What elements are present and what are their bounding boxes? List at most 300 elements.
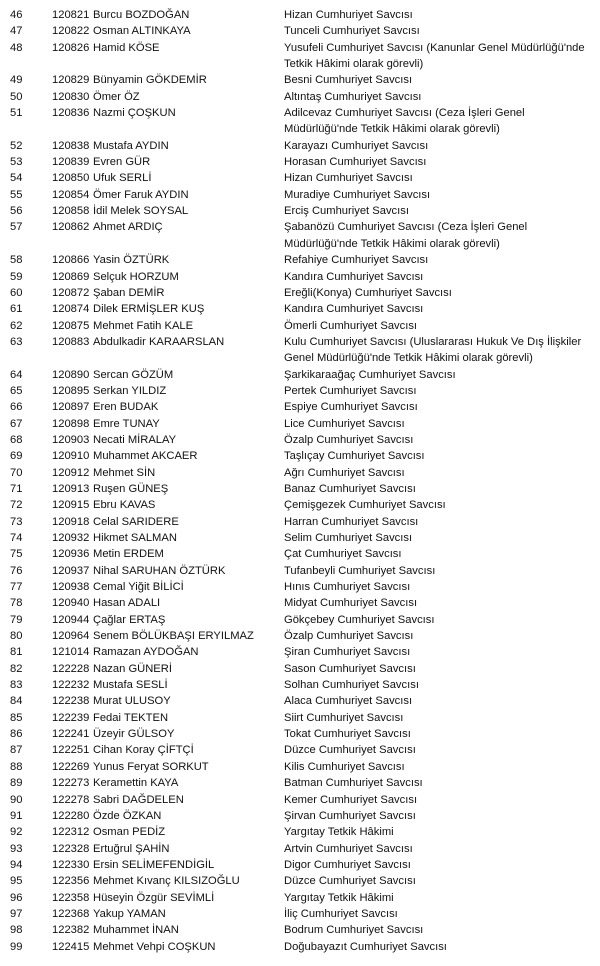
registry-number: 120964 bbox=[52, 630, 90, 643]
row-number: 94 bbox=[10, 858, 23, 871]
person-name: Mehmet SİN bbox=[93, 466, 156, 479]
position-title bbox=[284, 301, 596, 317]
list-item bbox=[0, 890, 600, 906]
position-line: Solhan Cumhuriyet Savcısı bbox=[284, 679, 419, 692]
position-line: Şirvan Cumhuriyet Savcısı bbox=[284, 809, 416, 822]
list-item bbox=[0, 579, 600, 595]
row-number: 65 bbox=[10, 384, 23, 397]
list-item bbox=[0, 628, 600, 644]
position-line: Selim Cumhuriyet Savcısı bbox=[284, 532, 413, 544]
registry-number: 120890 bbox=[52, 368, 90, 381]
registry-number: 120858 bbox=[52, 205, 90, 218]
position-line: Hizan Cumhuriyet Savcısı bbox=[284, 172, 413, 185]
registry-number: 120829 bbox=[52, 74, 90, 87]
row-number: 57 bbox=[10, 221, 23, 234]
registry-number: 122312 bbox=[52, 826, 90, 839]
person-name: Hamid KÖSE bbox=[93, 41, 160, 54]
row-number: 88 bbox=[10, 760, 23, 773]
position-line: Tufanbeyli Cumhuriyet Savcısı bbox=[284, 564, 436, 577]
list-item bbox=[0, 808, 600, 824]
registry-number: 120836 bbox=[52, 107, 90, 120]
person-name: Üzeyir GÜLSOY bbox=[93, 728, 175, 741]
position-line: Kandıra Cumhuriyet Savcısı bbox=[284, 303, 424, 316]
row-number: 93 bbox=[10, 842, 23, 855]
person-name: Osman ALTINKAYA bbox=[93, 25, 191, 38]
position-title bbox=[284, 890, 596, 906]
person-name: Sabri DAĞDELEN bbox=[93, 793, 184, 806]
position-line: Horasan Cumhuriyet Savcısı bbox=[284, 156, 427, 169]
registry-number: 120875 bbox=[52, 319, 90, 332]
list-item bbox=[0, 922, 600, 938]
registry-number: 120869 bbox=[52, 270, 90, 283]
row-number: 91 bbox=[10, 809, 23, 822]
position-title bbox=[284, 318, 596, 334]
position-line: Lice Cumhuriyet Savcısı bbox=[284, 417, 405, 430]
registry-number: 120826 bbox=[52, 41, 90, 54]
person-name: Ahmet ARDIÇ bbox=[93, 221, 163, 234]
registry-number: 120839 bbox=[52, 156, 90, 169]
registry-number: 120918 bbox=[52, 515, 90, 528]
list-item bbox=[0, 775, 600, 791]
registry-number: 120872 bbox=[52, 286, 90, 299]
row-number: 82 bbox=[10, 662, 23, 675]
list-item bbox=[0, 546, 600, 562]
person-name: Hüseyin Özgür SEVİMLİ bbox=[93, 891, 215, 904]
list-item bbox=[0, 187, 600, 203]
position-line: Yusufeli Cumhuriyet Savcısı (Kanunlar Genel Müdürlüğü'nde bbox=[284, 41, 585, 54]
position-line: Besni Cumhuriyet Savcısı bbox=[284, 74, 413, 87]
position-title bbox=[284, 497, 596, 513]
registry-number: 120903 bbox=[52, 433, 90, 446]
position-line: Yargıtay Tetkik Hâkimi bbox=[284, 891, 394, 904]
row-number: 80 bbox=[10, 630, 23, 643]
position-line: Artvin Cumhuriyet Savcısı bbox=[284, 842, 413, 855]
list-item bbox=[0, 710, 600, 726]
row-number: 66 bbox=[10, 401, 23, 414]
position-line: Tunceli Cumhuriyet Savcısı bbox=[284, 25, 420, 38]
list-item bbox=[0, 530, 600, 546]
person-name: Abdulkadir KARAARSLAN bbox=[93, 335, 225, 348]
person-name: Mehmet Kıvanç KILSIZOĞLU bbox=[93, 875, 240, 888]
person-name: Murat ULUSOY bbox=[93, 695, 171, 708]
registry-number: 120897 bbox=[52, 401, 90, 414]
registry-number: 122382 bbox=[52, 924, 90, 937]
position-title bbox=[284, 465, 596, 481]
position-line: Genel Müdürlüğü'nde Tetkik Hâkimi olarak görevli) bbox=[284, 352, 533, 365]
list-item bbox=[0, 693, 600, 709]
position-title bbox=[284, 792, 596, 808]
person-name: Ebru KAVAS bbox=[93, 499, 156, 512]
person-name: Senem BÖLÜKBAŞI ERYILMAZ bbox=[93, 630, 254, 643]
position-line: Kilis Cumhuriyet Savcısı bbox=[284, 760, 405, 773]
row-number: 53 bbox=[10, 156, 23, 169]
position-line: Ömerli Cumhuriyet Savcısı bbox=[284, 319, 418, 332]
row-number: 60 bbox=[10, 286, 23, 299]
list-item bbox=[0, 939, 600, 955]
position-title bbox=[284, 367, 596, 383]
person-name: Dilek ERMİŞLER KUŞ bbox=[93, 303, 205, 316]
row-number: 97 bbox=[10, 907, 23, 920]
person-name: Ersin SELİMEFENDİGİL bbox=[93, 858, 215, 871]
row-number: 81 bbox=[10, 646, 23, 659]
person-name: Mustafa AYDIN bbox=[93, 139, 169, 152]
registry-number: 120937 bbox=[52, 564, 90, 577]
registry-number: 122278 bbox=[52, 793, 90, 806]
person-name: Mehmet Fatih KALE bbox=[93, 319, 194, 332]
position-title bbox=[284, 89, 596, 105]
position-title bbox=[284, 203, 596, 219]
registry-number: 120883 bbox=[52, 335, 90, 348]
position-line: Espiye Cumhuriyet Savcısı bbox=[284, 401, 418, 414]
row-number: 46 bbox=[10, 9, 23, 21]
registry-number: 120874 bbox=[52, 303, 90, 316]
list-item bbox=[0, 334, 600, 367]
position-title bbox=[284, 105, 596, 138]
registry-number: 122415 bbox=[52, 940, 90, 953]
position-line: Siirt Cumhuriyet Savcısı bbox=[284, 711, 404, 724]
person-name: Burcu BOZDOĞAN bbox=[93, 9, 190, 21]
list-item bbox=[0, 563, 600, 579]
position-line: Şarkikaraağaç Cumhuriyet Savcısı bbox=[284, 368, 456, 381]
position-title bbox=[284, 661, 596, 677]
position-title bbox=[284, 416, 596, 432]
row-number: 68 bbox=[10, 433, 23, 446]
row-number: 48 bbox=[10, 41, 23, 54]
list-item bbox=[0, 906, 600, 922]
position-line: Tetkik Hâkimi olarak görevli) bbox=[284, 58, 424, 71]
list-item bbox=[0, 367, 600, 383]
person-name: Serkan YILDIZ bbox=[93, 384, 167, 397]
position-line: Taşlıçay Cumhuriyet Savcısı bbox=[284, 450, 425, 463]
registry-number: 120854 bbox=[52, 188, 90, 201]
list-item bbox=[0, 742, 600, 758]
list-item bbox=[0, 23, 600, 39]
row-number: 61 bbox=[10, 303, 23, 316]
position-line: Şiran Cumhuriyet Savcısı bbox=[284, 646, 411, 659]
position-title bbox=[284, 40, 596, 73]
position-line: Banaz Cumhuriyet Savcısı bbox=[284, 482, 416, 495]
row-number: 55 bbox=[10, 188, 23, 201]
list-item bbox=[0, 497, 600, 513]
position-title bbox=[284, 612, 596, 628]
list-item bbox=[0, 105, 600, 138]
person-name: Ruşen GÜNEŞ bbox=[93, 482, 169, 495]
list-item bbox=[0, 644, 600, 660]
person-name: Mehmet Vehpi COŞKUN bbox=[93, 940, 216, 953]
position-title bbox=[284, 563, 596, 579]
row-number: 92 bbox=[10, 826, 23, 839]
list-item bbox=[0, 7, 600, 23]
list-item bbox=[0, 759, 600, 775]
registry-number: 120898 bbox=[52, 417, 90, 430]
position-title bbox=[284, 873, 596, 889]
position-line: Harran Cumhuriyet Savcısı bbox=[284, 515, 419, 528]
position-title bbox=[284, 448, 596, 464]
position-title bbox=[284, 726, 596, 742]
row-number: 52 bbox=[10, 139, 23, 152]
registry-number: 120940 bbox=[52, 597, 90, 610]
registry-number: 120850 bbox=[52, 172, 90, 185]
list-item bbox=[0, 432, 600, 448]
person-name: Yunus Feryat SORKUT bbox=[93, 760, 209, 773]
position-title bbox=[284, 269, 596, 285]
position-title bbox=[284, 742, 596, 758]
person-name: Nazan GÜNERİ bbox=[93, 662, 172, 675]
list-item bbox=[0, 170, 600, 186]
position-line: Ağrı Cumhuriyet Savcısı bbox=[284, 466, 405, 479]
registry-number: 120910 bbox=[52, 450, 90, 463]
person-name: Ömer Faruk AYDIN bbox=[93, 188, 189, 201]
person-name: Celal SARIDERE bbox=[93, 515, 179, 528]
registry-number: 122330 bbox=[52, 858, 90, 871]
registry-number: 122273 bbox=[52, 777, 90, 790]
person-name: Hasan ADALI bbox=[93, 597, 161, 610]
row-number: 62 bbox=[10, 319, 23, 332]
person-name: Özde ÖZKAN bbox=[93, 809, 162, 822]
list-item bbox=[0, 219, 600, 252]
person-name: Ömer ÖZ bbox=[93, 90, 140, 103]
position-line: Ereğli(Konya) Cumhuriyet Savcısı bbox=[284, 286, 452, 299]
appointment-list bbox=[0, 7, 600, 955]
list-item bbox=[0, 792, 600, 808]
position-title bbox=[284, 530, 596, 546]
position-title bbox=[284, 383, 596, 399]
list-item bbox=[0, 448, 600, 464]
position-line: Çat Cumhuriyet Savcısı bbox=[284, 548, 402, 561]
list-item bbox=[0, 841, 600, 857]
position-line: Şabanözü Cumhuriyet Savcısı (Ceza İşleri Genel bbox=[284, 221, 528, 234]
position-line: Digor Cumhuriyet Savcısı bbox=[284, 858, 411, 871]
row-number: 83 bbox=[10, 679, 23, 692]
row-number: 98 bbox=[10, 924, 23, 937]
person-name: Fedai TEKTEN bbox=[93, 711, 169, 724]
row-number: 99 bbox=[10, 940, 23, 953]
list-item bbox=[0, 481, 600, 497]
position-title bbox=[284, 579, 596, 595]
list-item bbox=[0, 383, 600, 399]
registry-number: 121014 bbox=[52, 646, 90, 659]
person-name: Yasin ÖZTÜRK bbox=[93, 254, 170, 267]
person-name: Cemal Yiğit BİLİCİ bbox=[93, 581, 184, 594]
position-title bbox=[284, 857, 596, 873]
row-number: 79 bbox=[10, 613, 23, 626]
position-title bbox=[284, 285, 596, 301]
row-number: 64 bbox=[10, 368, 23, 381]
person-name: İdil Melek SOYSAL bbox=[93, 205, 189, 218]
position-line: Müdürlüğü'nde Tetkik Hâkimi olarak görevli) bbox=[284, 237, 500, 250]
person-name: Çağlar ERTAŞ bbox=[93, 613, 166, 626]
position-title bbox=[284, 775, 596, 791]
registry-number: 120938 bbox=[52, 581, 90, 594]
registry-number: 120866 bbox=[52, 254, 90, 267]
registry-number: 120944 bbox=[52, 613, 90, 626]
list-item bbox=[0, 857, 600, 873]
position-title bbox=[284, 906, 596, 922]
person-name: Nihal SARUHAN ÖZTÜRK bbox=[93, 564, 226, 577]
person-name: Nazmi ÇOŞKUN bbox=[93, 107, 176, 120]
list-item bbox=[0, 203, 600, 219]
registry-number: 122232 bbox=[52, 679, 90, 692]
position-title bbox=[284, 7, 596, 23]
position-line: Bodrum Cumhuriyet Savcısı bbox=[284, 924, 424, 937]
position-title bbox=[284, 399, 596, 415]
row-number: 78 bbox=[10, 597, 23, 610]
registry-number: 120936 bbox=[52, 548, 90, 561]
position-title bbox=[284, 595, 596, 611]
registry-number: 122239 bbox=[52, 711, 90, 724]
position-line: Özalp Cumhuriyet Savcısı bbox=[284, 433, 414, 446]
position-line: Çemişgezek Cumhuriyet Savcısı bbox=[284, 499, 446, 512]
registry-number: 122251 bbox=[52, 744, 90, 757]
position-title bbox=[284, 514, 596, 530]
position-title bbox=[284, 677, 596, 693]
position-line: Alaca Cumhuriyet Savcısı bbox=[284, 695, 413, 708]
position-title bbox=[284, 187, 596, 203]
position-title bbox=[284, 841, 596, 857]
person-name: Osman PEDİZ bbox=[93, 826, 166, 839]
row-number: 77 bbox=[10, 581, 23, 594]
position-title bbox=[284, 824, 596, 840]
registry-number: 120912 bbox=[52, 466, 90, 479]
position-title bbox=[284, 693, 596, 709]
position-title bbox=[284, 922, 596, 938]
registry-number: 120821 bbox=[52, 9, 90, 21]
position-line: Tokat Cumhuriyet Savcısı bbox=[284, 728, 411, 741]
row-number: 67 bbox=[10, 417, 23, 430]
position-title bbox=[284, 939, 596, 955]
registry-number: 122358 bbox=[52, 891, 90, 904]
list-item bbox=[0, 138, 600, 154]
position-line: Hınıs Cumhuriyet Savcısı bbox=[284, 581, 411, 594]
position-title bbox=[284, 23, 596, 39]
row-number: 71 bbox=[10, 482, 23, 495]
person-name: Muhammet AKCAER bbox=[93, 450, 198, 463]
position-line: Düzce Cumhuriyet Savcısı bbox=[284, 875, 416, 888]
list-item bbox=[0, 514, 600, 530]
registry-number: 120862 bbox=[52, 221, 90, 234]
person-name: Ufuk SERLİ bbox=[93, 172, 152, 185]
position-title bbox=[284, 759, 596, 775]
position-title bbox=[284, 808, 596, 824]
registry-number: 122241 bbox=[52, 728, 90, 741]
position-line: Sason Cumhuriyet Savcısı bbox=[284, 662, 416, 675]
row-number: 84 bbox=[10, 695, 23, 708]
row-number: 87 bbox=[10, 744, 23, 757]
registry-number: 122356 bbox=[52, 875, 90, 888]
row-number: 50 bbox=[10, 90, 23, 103]
position-title bbox=[284, 170, 596, 186]
position-title bbox=[284, 219, 596, 252]
person-name: Bünyamin GÖKDEMİR bbox=[93, 74, 207, 87]
registry-number: 120822 bbox=[52, 25, 90, 38]
row-number: 96 bbox=[10, 891, 23, 904]
person-name: Emre TUNAY bbox=[93, 417, 160, 430]
registry-number: 120913 bbox=[52, 482, 90, 495]
row-number: 75 bbox=[10, 548, 23, 561]
list-item bbox=[0, 726, 600, 742]
row-number: 58 bbox=[10, 254, 23, 267]
position-line: Müdürlüğü'nde Tetkik Hâkimi olarak görevli) bbox=[284, 123, 500, 136]
person-name: Hikmet SALMAN bbox=[93, 532, 177, 544]
list-item bbox=[0, 873, 600, 889]
person-name: Yakup YAMAN bbox=[93, 907, 166, 920]
list-item bbox=[0, 252, 600, 268]
person-name: Keramettin KAYA bbox=[93, 777, 179, 790]
row-number: 56 bbox=[10, 205, 23, 218]
position-title bbox=[284, 252, 596, 268]
row-number: 73 bbox=[10, 515, 23, 528]
list-item bbox=[0, 301, 600, 317]
list-item bbox=[0, 72, 600, 88]
position-title bbox=[284, 710, 596, 726]
position-line: Düzce Cumhuriyet Savcısı bbox=[284, 744, 416, 757]
person-name: Ramazan AYDOĞAN bbox=[93, 646, 199, 659]
registry-number: 122280 bbox=[52, 809, 90, 822]
row-number: 95 bbox=[10, 875, 23, 888]
row-number: 76 bbox=[10, 564, 23, 577]
registry-number: 122228 bbox=[52, 662, 90, 675]
person-name: Cihan Koray ÇİFTÇİ bbox=[93, 744, 194, 757]
position-line: Adilcevaz Cumhuriyet Savcısı (Ceza İşleri Genel bbox=[284, 107, 525, 120]
registry-number: 122368 bbox=[52, 907, 90, 920]
position-line: Doğubayazıt Cumhuriyet Savcısı bbox=[284, 940, 447, 953]
position-line: Altıntaş Cumhuriyet Savcısı bbox=[284, 90, 422, 103]
registry-number: 122269 bbox=[52, 760, 90, 773]
position-line: Refahiye Cumhuriyet Savcısı bbox=[284, 254, 429, 267]
person-name: Ertuğrul ŞAHİN bbox=[93, 842, 170, 855]
row-number: 89 bbox=[10, 777, 23, 790]
position-line: Hizan Cumhuriyet Savcısı bbox=[284, 9, 413, 21]
row-number: 49 bbox=[10, 74, 23, 87]
registry-number: 120932 bbox=[52, 532, 90, 544]
row-number: 63 bbox=[10, 335, 23, 348]
position-line: Yargıtay Tetkik Hâkimi bbox=[284, 826, 394, 839]
list-item bbox=[0, 154, 600, 170]
position-line: Kandıra Cumhuriyet Savcısı bbox=[284, 270, 424, 283]
list-item bbox=[0, 465, 600, 481]
position-title bbox=[284, 546, 596, 562]
position-line: Kulu Cumhuriyet Savcısı (Uluslararası Hukuk Ve Dış İlişkiler bbox=[284, 335, 582, 348]
position-line: İliç Cumhuriyet Savcısı bbox=[284, 907, 398, 920]
position-line: Erciş Cumhuriyet Savcısı bbox=[284, 205, 409, 218]
row-number: 72 bbox=[10, 499, 23, 512]
person-name: Sercan GÖZÜM bbox=[93, 368, 174, 381]
row-number: 59 bbox=[10, 270, 23, 283]
position-line: Batman Cumhuriyet Savcısı bbox=[284, 777, 423, 790]
position-line: Midyat Cumhuriyet Savcısı bbox=[284, 597, 418, 610]
list-item bbox=[0, 661, 600, 677]
list-item bbox=[0, 612, 600, 628]
person-name: Eren BUDAK bbox=[93, 401, 159, 414]
registry-number: 120895 bbox=[52, 384, 90, 397]
row-number: 69 bbox=[10, 450, 23, 463]
row-number: 90 bbox=[10, 793, 23, 806]
row-number: 47 bbox=[10, 25, 23, 38]
person-name: Evren GÜR bbox=[93, 156, 151, 169]
list-item bbox=[0, 416, 600, 432]
position-title bbox=[284, 481, 596, 497]
row-number: 74 bbox=[10, 532, 23, 544]
list-item bbox=[0, 269, 600, 285]
person-name: Mustafa SESLİ bbox=[93, 679, 168, 692]
position-title bbox=[284, 644, 596, 660]
position-title bbox=[284, 334, 596, 367]
registry-number: 120830 bbox=[52, 90, 90, 103]
position-title bbox=[284, 138, 596, 154]
registry-number: 122328 bbox=[52, 842, 90, 855]
list-item bbox=[0, 89, 600, 105]
person-name: Metin ERDEM bbox=[93, 548, 164, 561]
